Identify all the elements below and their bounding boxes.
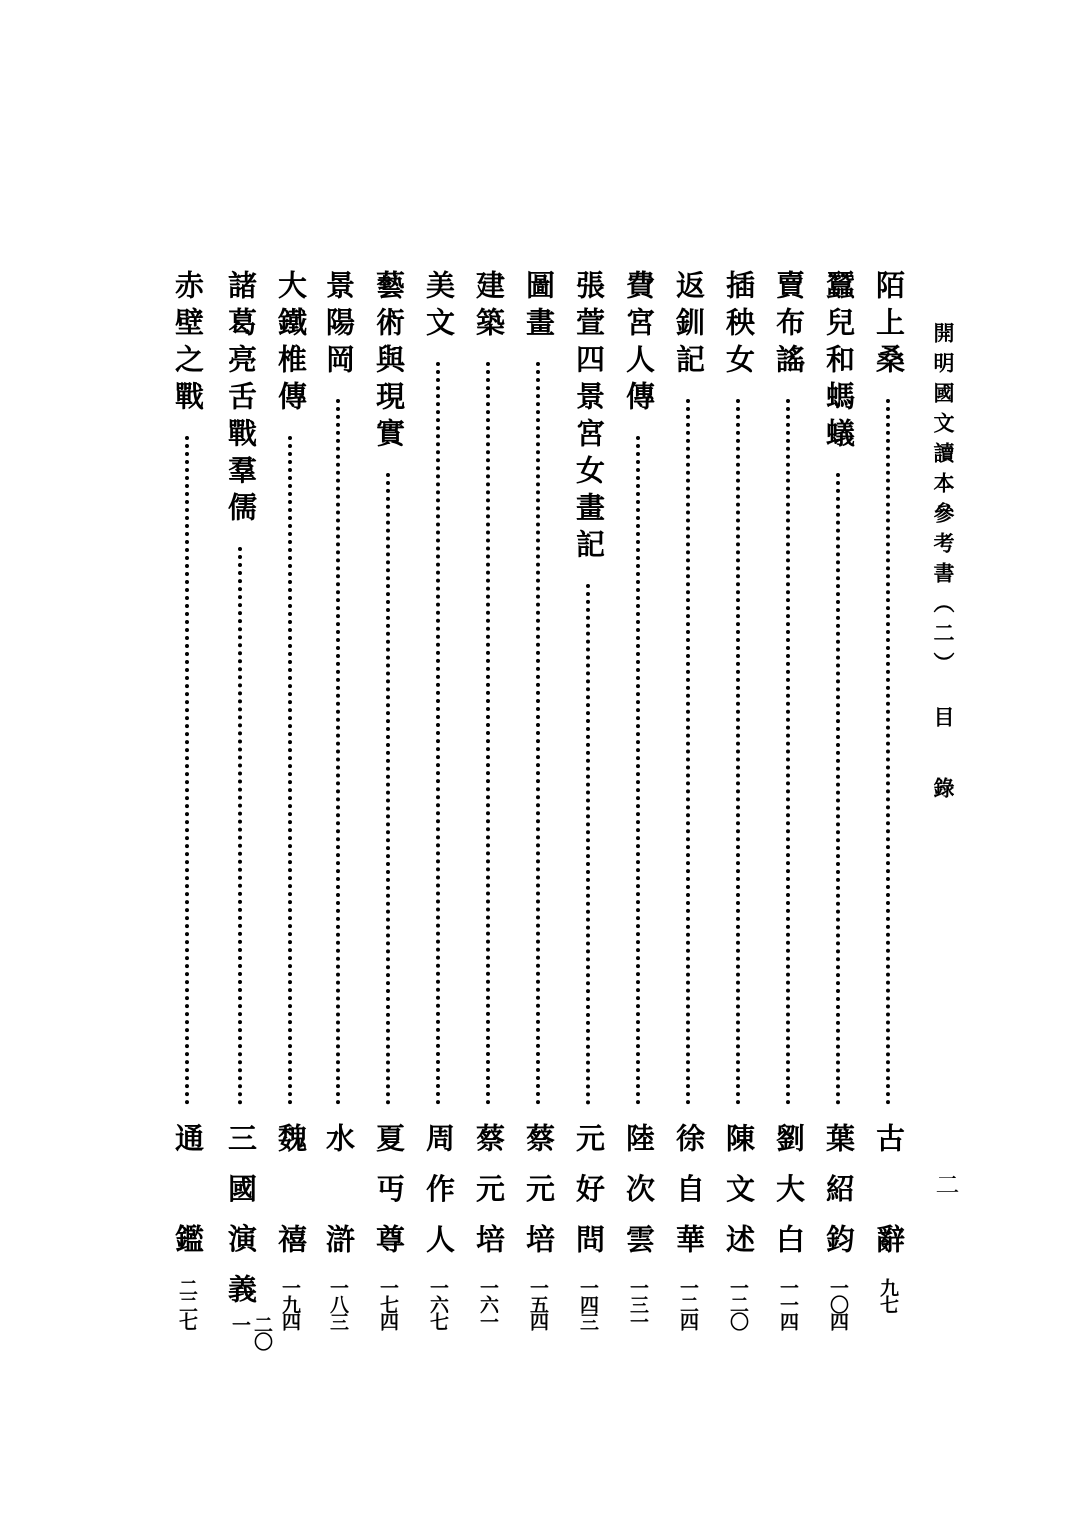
toc-entry — [270, 270, 310, 1350]
entry-page: 一一四 — [777, 1278, 799, 1329]
entry-page: 一二四 — [677, 1278, 699, 1329]
toc-entry — [868, 270, 908, 1350]
dot-leader — [736, 399, 740, 1105]
dot-leader — [586, 584, 590, 1105]
entry-title: 諸葛亮舌戰羣儒 — [224, 270, 258, 529]
dot-leader — [536, 362, 540, 1105]
entry-author: 陳文述 — [722, 1123, 756, 1253]
entry-title: 張萱四景宮女畫記 — [572, 270, 606, 566]
entry-page: 二〇一 — [229, 1315, 273, 1349]
dot-leader — [185, 436, 189, 1105]
entry-page: 一三一 — [627, 1278, 649, 1329]
entry-author: 周作人 — [422, 1123, 456, 1253]
entry-author: 徐自華 — [672, 1123, 706, 1253]
entry-title: 費宮人傳 — [622, 270, 656, 418]
entry-page: 一四三 — [577, 1278, 599, 1329]
entry-title: 美文 — [422, 270, 456, 344]
entry-page: 一六七 — [427, 1278, 449, 1329]
dot-leader — [486, 362, 490, 1105]
toc-entry — [418, 270, 458, 1350]
entry-title: 建築 — [472, 270, 506, 344]
entry-author: 三國演義 — [224, 1123, 258, 1303]
dot-leader — [636, 436, 640, 1105]
toc-entry — [718, 270, 758, 1350]
entry-title: 蠶兒和螞蟻 — [822, 270, 856, 455]
entry-author: 陸次雲 — [622, 1123, 656, 1253]
entry-author: 蔡元培 — [472, 1123, 506, 1253]
entry-author: 魏禧 — [274, 1123, 308, 1253]
dot-leader — [336, 399, 340, 1105]
toc-entry — [468, 270, 508, 1350]
toc-entry — [568, 270, 608, 1350]
entry-author: 夏丏尊 — [372, 1123, 406, 1253]
toc-entry — [220, 270, 273, 1350]
entry-title: 陌上桑 — [872, 270, 906, 381]
dot-leader — [436, 362, 440, 1105]
entry-author: 劉大白 — [772, 1123, 806, 1253]
entry-title: 大鐵椎傳 — [274, 270, 308, 418]
section-title: 目錄 — [931, 706, 956, 848]
entry-author: 古辭 — [872, 1123, 906, 1253]
entry-author: 元好問 — [572, 1123, 606, 1253]
entry-title: 返釧記 — [672, 270, 706, 381]
entry-page: 九七 — [877, 1278, 899, 1312]
dot-leader — [786, 399, 790, 1105]
dot-leader — [238, 547, 242, 1105]
entry-author: 水滸 — [322, 1123, 356, 1253]
dot-leader — [288, 436, 292, 1105]
entry-page: 一二〇 — [727, 1278, 749, 1329]
entry-title: 景陽岡 — [322, 270, 356, 381]
entry-page: 一六一 — [477, 1278, 499, 1329]
entry-page: 一七四 — [377, 1278, 399, 1329]
toc-entry — [167, 270, 207, 1350]
entry-title: 插秧女 — [722, 270, 756, 381]
entry-title: 圖畫 — [522, 270, 556, 344]
book-title: 開明國文讀本參考書（二） — [931, 322, 956, 682]
dot-leader — [686, 399, 690, 1105]
entry-page: 一〇四 — [827, 1278, 849, 1329]
dot-leader — [886, 399, 890, 1105]
entry-author: 葉紹鈞 — [822, 1123, 856, 1253]
toc-entry — [618, 270, 658, 1350]
toc-entry — [768, 270, 808, 1350]
entry-page: 一八三 — [327, 1278, 349, 1329]
entry-page: 二二七 — [176, 1278, 198, 1329]
entry-author: 通鑑 — [171, 1123, 205, 1253]
toc-entry — [668, 270, 708, 1350]
entry-title: 賣布謠 — [772, 270, 806, 381]
entry-title: 赤壁之戰 — [171, 270, 205, 418]
entry-page: 一九四 — [279, 1278, 301, 1329]
toc-entry — [818, 270, 858, 1350]
entry-author: 蔡元培 — [522, 1123, 556, 1253]
toc-entry — [368, 270, 408, 1350]
toc-entry — [318, 270, 358, 1350]
toc-entry — [518, 270, 558, 1350]
page-number: 二 — [931, 1172, 959, 1196]
entry-title: 藝術與現實 — [372, 270, 406, 455]
dot-leader — [386, 473, 390, 1105]
dot-leader — [836, 473, 840, 1105]
entry-page: 一五四 — [527, 1278, 549, 1329]
